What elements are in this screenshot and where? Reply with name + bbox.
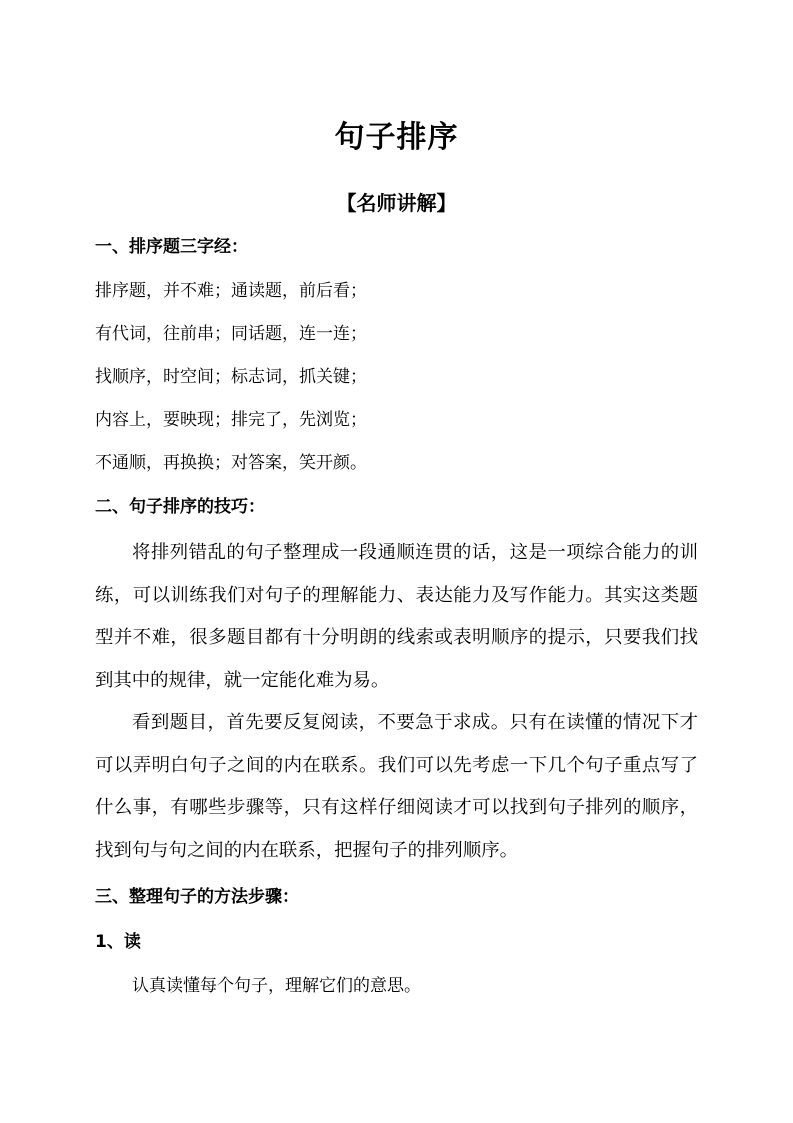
section2-paragraph-2: 看到题目，首先要反复阅读，不要急于求成。只有在读懂的情况下才可以弄明白句子之间的内在联系。我们可以先考虑一下几个句子重点写了什么事，有哪些步骤等，只有这样仔细阅读才可以找到句子排列的顺序，找到句与句之间的内在联系，把握句子的排列顺序。 xyxy=(95,712,698,861)
verse-line-2: 有代词，往前串；同话题，连一连； xyxy=(95,324,367,344)
section2-paragraph-1: 将排列错乱的句子整理成一段通顺连贯的话，这是一项综合能力的训练，可以训练我们对句子的理解能力、表达能力及写作能力。其实这类题型并不难，很多题目都有十分明朗的线索或表明顺序的提示，只要我们找到其中的规律，就一定能化难为易。 xyxy=(95,542,698,691)
document-title: 句子排序 xyxy=(334,120,459,155)
step1-text: 认真读懂每个句子，理解它们的意思。 xyxy=(132,976,421,996)
section1-heading: 一、排序题三字经： xyxy=(95,237,248,257)
section3-heading: 三、整理句子的方法步骤： xyxy=(95,887,299,907)
section2-heading: 二、句子排序的技巧： xyxy=(95,497,265,517)
verse-line-1: 排序题，并不难；通读题，前后看； xyxy=(95,281,367,301)
verse-line-4: 内容上，要映现；排完了，先浏览； xyxy=(95,410,367,430)
document-subtitle: 【名师讲解】 xyxy=(336,191,457,215)
verse-line-3: 找顺序，时空间；标志词，抓关键； xyxy=(95,367,367,387)
step1-heading: 1、读 xyxy=(95,932,141,952)
verse-line-5: 不通顺，再换换；对答案，笑开颜。 xyxy=(95,453,367,473)
